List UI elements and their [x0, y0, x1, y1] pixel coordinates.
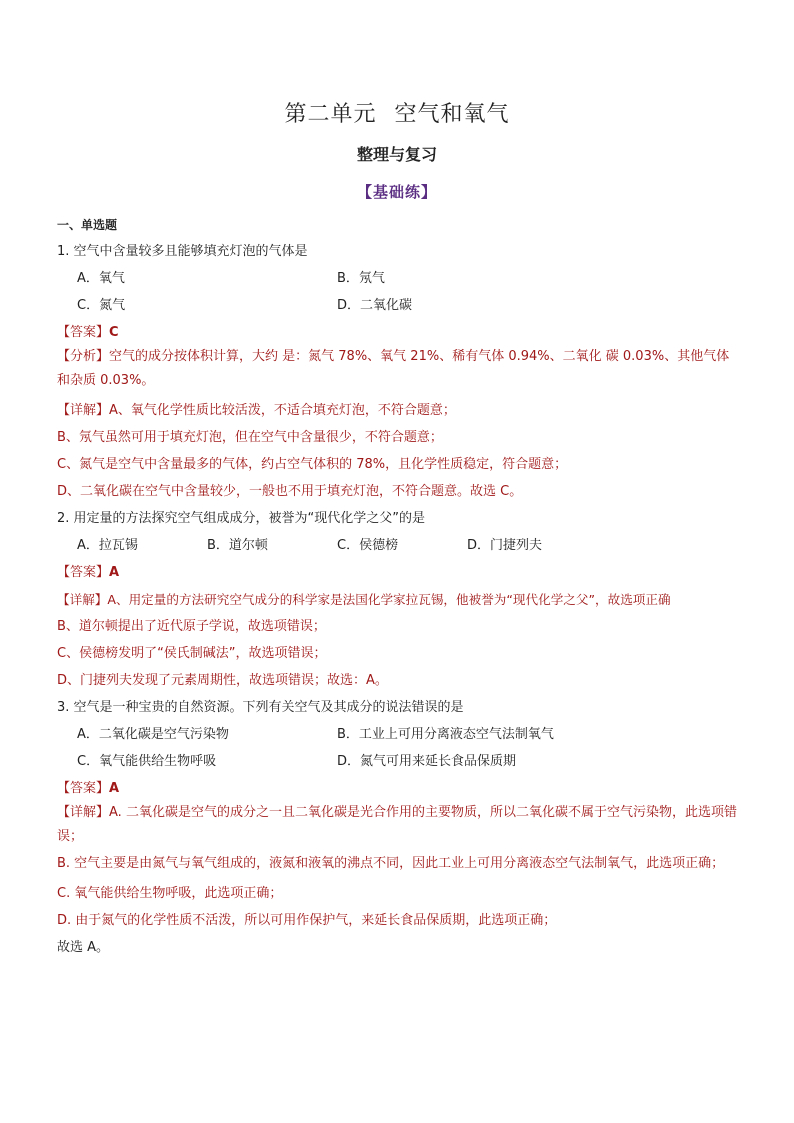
q3-conclusion: 故选 A。: [57, 940, 110, 955]
q3-detail-label: 【详解】: [57, 805, 110, 820]
q1-analysis-text: 空气的成分按体积计算，大约 是：氮气 78%、氧气 21%、稀有气体 0.94%、二氧化 碳 0.03%、其他气体和杂质 0.03%。: [57, 349, 730, 388]
q2-option-d: D．门捷列夫: [467, 538, 543, 553]
q3-answer-label: 【答案】: [57, 781, 110, 796]
q3-answer-value: A: [109, 781, 120, 796]
q2-detail-3: C、侯德榜发明了“侯氏制碱法”，故选项错误；: [57, 646, 327, 661]
q1-option-b: B．氖气: [337, 271, 385, 286]
q3-stem: 3. 空气是一种宝贵的自然资源。下列有关空气及其成分的说法错误的是: [57, 700, 464, 715]
q3-detail-4: D. 由于氮气的化学性质不活泼，所以可用作保护气，来延长食品保质期，此选项正确；: [57, 913, 557, 928]
section-heading: 一、单选题: [57, 218, 118, 232]
q1-option-d: D．二氧化碳: [337, 298, 413, 313]
section-tag: 【基础练】: [356, 183, 437, 201]
q1-detail-label: 【详解】: [57, 403, 110, 418]
q2-detail-label: 【详解】: [57, 592, 108, 607]
page-title: [57, 100, 737, 130]
title-unit: 第二单元: [284, 102, 377, 127]
q1-answer: [57, 324, 737, 342]
q2-answer-label: 【答案】: [57, 565, 110, 580]
q1-option-c: C．氮气: [77, 298, 126, 313]
q3-answer: [57, 780, 737, 798]
q3-detail-1: [57, 801, 737, 849]
q2-answer-value: A: [109, 565, 120, 580]
q3-options-row2: [57, 753, 737, 771]
q1-option-a: A．氧气: [77, 271, 125, 286]
q1-stem: 1. 空气中含量较多且能够填充灯泡的气体是: [57, 244, 308, 259]
q1-options-row2: [57, 297, 737, 315]
q3-option-d: D．氮气可用来延长食品保质期: [337, 754, 517, 769]
q2-detail-2: B、道尔顿提出了近代原子学说，故选项错误；: [57, 619, 326, 634]
q2-detail-4: D、门捷列夫发现了元素周期性，故选项错误；故选：A。: [57, 673, 388, 688]
q2-detail-text: A、用定量的方法研究空气成分的科学家是法国化学家拉瓦锡，他被誉为“现代化学之父”，故选项正确: [107, 592, 671, 607]
q2-option-c: C．侯德榜: [337, 538, 399, 553]
q1-detail-4: D、二氧化碳在空气中含量较少，一般也不用于填充灯泡，不符合题意。故选 C。: [57, 484, 523, 499]
page-subtitle: 整理与复习: [356, 145, 437, 164]
q1-options-row1: [57, 270, 737, 288]
q1-detail-text: A、氧气化学性质比较活泼，不适合填充灯泡，不符合题意；: [109, 403, 456, 418]
q3-detail-text: A. 二氧化碳是空气的成分之一且二氧化碳是光合作用的主要物质，所以二氧化碳不属于空气污染物，此选项错误；: [57, 805, 737, 844]
q1-answer-value: C: [109, 325, 119, 340]
q1-detail-2: B、氖气虽然可用于填充灯泡，但在空气中含量很少，不符合题意；: [57, 430, 443, 445]
q1-analysis-label: 【分析】: [57, 349, 110, 364]
q3-option-a: A．二氧化碳是空气污染物: [77, 727, 229, 742]
q2-answer: [57, 564, 737, 582]
q2-stem: 2. 用定量的方法探究空气组成成分，被誉为“现代化学之父”的是: [57, 511, 426, 526]
q2-detail-1: [57, 591, 737, 609]
title-topic: 空气和氧气: [394, 102, 510, 127]
q2-option-b: B．道尔顿: [207, 538, 268, 553]
q3-detail-3: C. 氧气能供给生物呼吸，此选项正确；: [57, 886, 283, 901]
q2-options-row: [57, 537, 737, 555]
q3-options-row1: [57, 726, 737, 744]
q1-analysis: [57, 345, 737, 393]
q3-detail-2: B. 空气主要是由氮气与氧气组成的，液氮和液氧的沸点不同，因此工业上可用分离液态空气法制氧气，此选项正确；: [57, 856, 725, 871]
q3-option-c: C．氧气能供给生物呼吸: [77, 754, 217, 769]
document-page: [57, 100, 737, 957]
q1-answer-label: 【答案】: [57, 325, 110, 340]
q2-option-a: A．拉瓦锡: [77, 538, 138, 553]
q1-detail-3: C、氮气是空气中含量最多的气体，约占空气体积的 78%，且化学性质稳定，符合题意；: [57, 457, 568, 472]
q3-option-b: B．工业上可用分离液态空气法制氧气: [337, 727, 554, 742]
q1-detail-1: [57, 402, 737, 420]
